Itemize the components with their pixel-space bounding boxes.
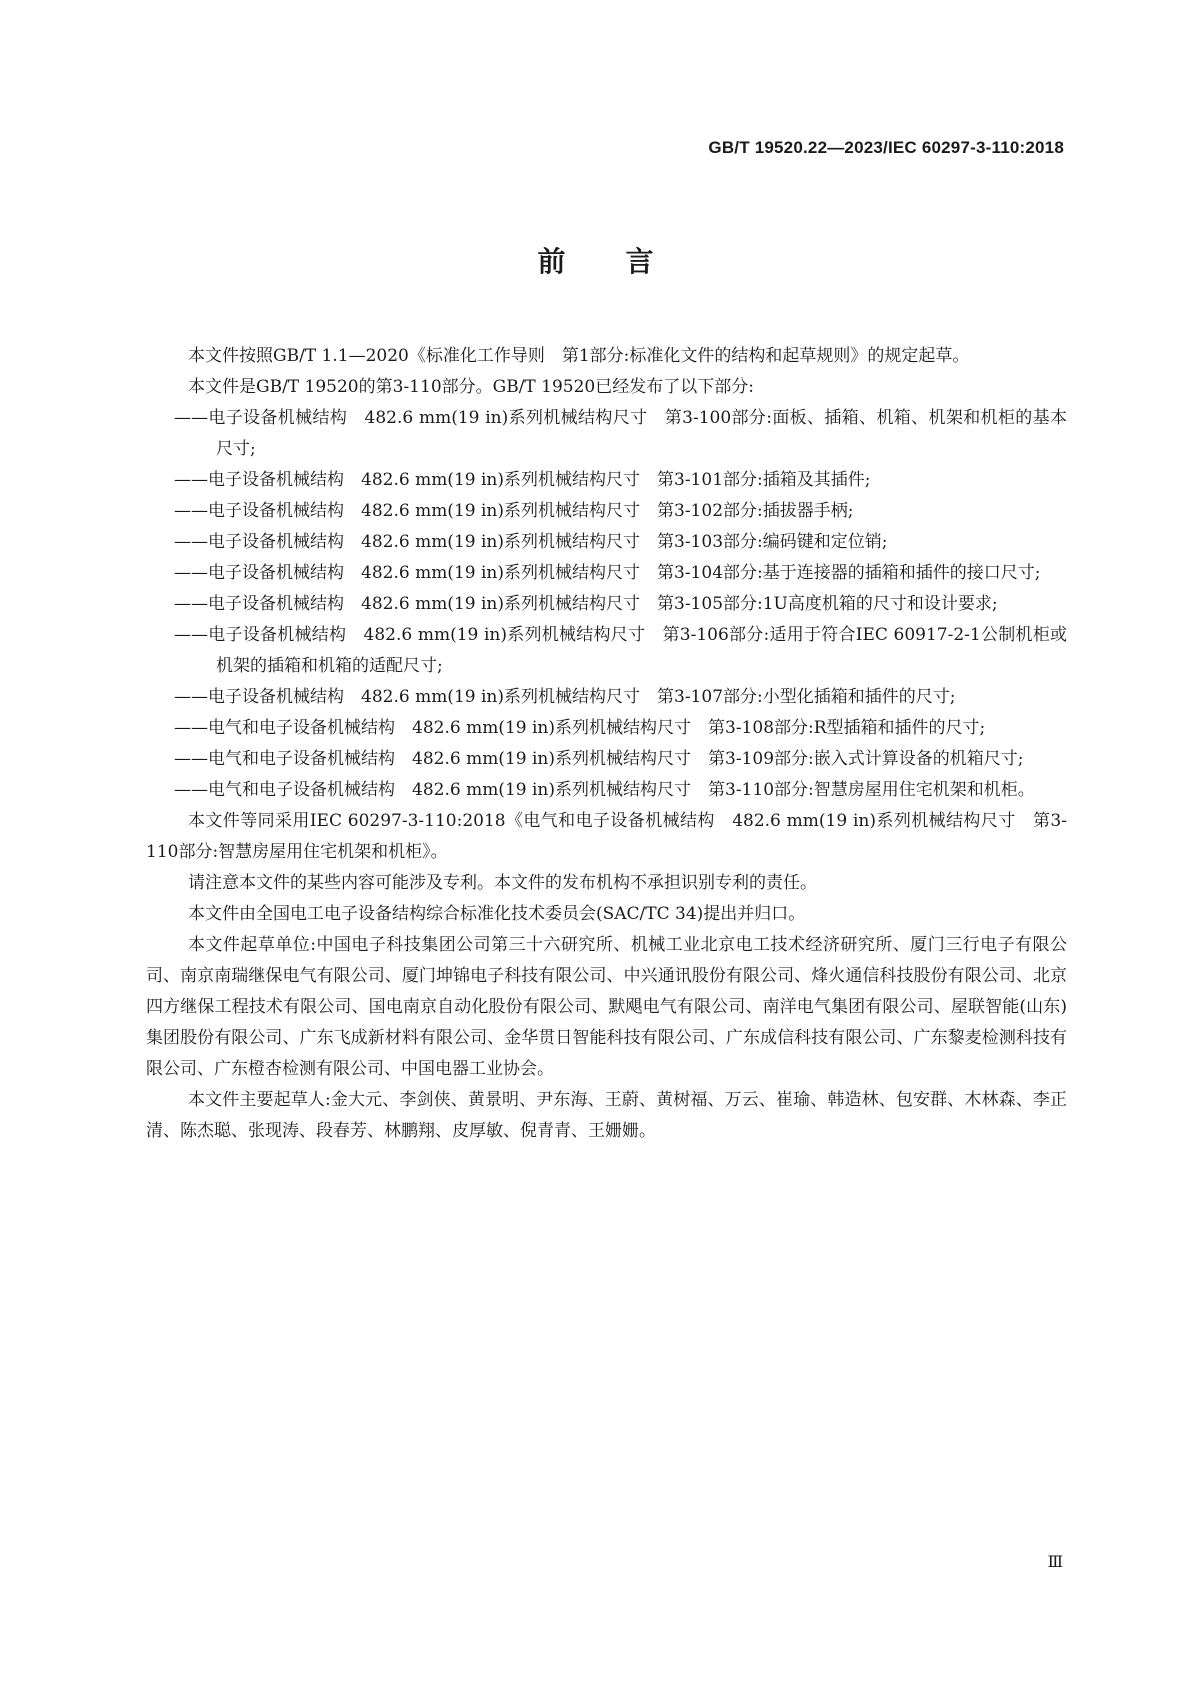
published-parts-list [146, 403, 1067, 806]
paragraph-patent-notice: 请注意本文件的某些内容可能涉及专利。本文件的发布机构不承担识别专利的责任。 [188, 873, 817, 893]
list-item: ——电子设备机械结构 482.6 mm(19 in)系列机械结构尺寸 第3-102部分:插拔器手柄; [174, 501, 854, 521]
list-item: ——电气和电子设备机械结构 482.6 mm(19 in)系列机械结构尺寸 第3-109部分:嵌入式计算设备的机箱尺寸; [174, 749, 1024, 769]
document-body [146, 341, 1067, 1147]
paragraph-drafting-units: 本文件起草单位:中国电子科技集团公司第三十六研究所、机械工业北京电工技术经济研究所、厦门三行电子有限公司、南京南瑞继保电气有限公司、厦门坤锦电子科技有限公司、中兴通讯股份有限公司、烽火通信科技股份有限公司、北京四方继保工程技术有限公司、国电南京自动化股份有限公司、默飓电气有限公司、南洋电气集团有限公司、屋联智能(山东)集团股份有限公司、广东飞成新材料有限公司、金华贯日智能科技有限公司、广东成信科技有限公司、广东黎麦检测科技有限公司、广东橙杏检测有限公司、中国电器工业协会。 [146, 935, 1067, 1079]
paragraph-drafters: 本文件主要起草人:金大元、李剑侠、黄景明、尹东海、王蔚、黄树福、万云、崔瑜、韩造林、包安群、木林森、李正清、陈杰聪、张现涛、段春芳、林鹏翔、皮厚敏、倪青青、王姗姗。 [146, 1090, 1067, 1141]
list-item: ——电子设备机械结构 482.6 mm(19 in)系列机械结构尺寸 第3-104部分:基于连接器的插箱和插件的接口尺寸; [174, 563, 1041, 583]
paragraph-series-intro: 本文件是GB/T 19520的第3-110部分。GB/T 19520已经发布了以下部分: [188, 377, 754, 397]
list-item: ——电子设备机械结构 482.6 mm(19 in)系列机械结构尺寸 第3-101部分:插箱及其插件; [174, 470, 871, 490]
list-item: ——电气和电子设备机械结构 482.6 mm(19 in)系列机械结构尺寸 第3-108部分:R型插箱和插件的尺寸; [174, 718, 986, 738]
paragraph-equivalence: 本文件等同采用IEC 60297-3-110:2018《电气和电子设备机械结构 482.6 mm(19 in)系列机械结构尺寸 第3-110部分:智慧房屋用住宅机架和机柜》。 [146, 811, 1067, 862]
list-item: ——电子设备机械结构 482.6 mm(19 in)系列机械结构尺寸 第3-107部分:小型化插箱和插件的尺寸; [174, 687, 956, 707]
list-item: ——电子设备机械结构 482.6 mm(19 in)系列机械结构尺寸 第3-100部分:面板、插箱、机箱、机架和机柜的基本尺寸; [174, 408, 1067, 459]
list-item: ——电气和电子设备机械结构 482.6 mm(19 in)系列机械结构尺寸 第3-110部分:智慧房屋用住宅机架和机柜。 [174, 780, 1035, 800]
page-title: 前言 [537, 245, 714, 278]
paragraph-committee: 本文件由全国电工电子设备结构综合标准化技术委员会(SAC/TC 34)提出并归口。 [188, 904, 806, 924]
paragraph-drafting-rules: 本文件按照GB/T 1.1—2020《标准化工作导则 第1部分:标准化文件的结构和起草规则》的规定起草。 [188, 346, 970, 366]
list-item: ——电子设备机械结构 482.6 mm(19 in)系列机械结构尺寸 第3-103部分:编码键和定位销; [174, 532, 888, 552]
page-number: Ⅲ [1047, 1552, 1063, 1571]
list-item: ——电子设备机械结构 482.6 mm(19 in)系列机械结构尺寸 第3-105部分:1U高度机箱的尺寸和设计要求; [174, 594, 998, 614]
standard-code-header: GB/T 19520.22—2023/IEC 60297-3-110:2018 [708, 138, 1064, 157]
list-item: ——电子设备机械结构 482.6 mm(19 in)系列机械结构尺寸 第3-106部分:适用于符合IEC 60917-2-1公制机柜或机架的插箱和机箱的适配尺寸; [174, 625, 1067, 676]
